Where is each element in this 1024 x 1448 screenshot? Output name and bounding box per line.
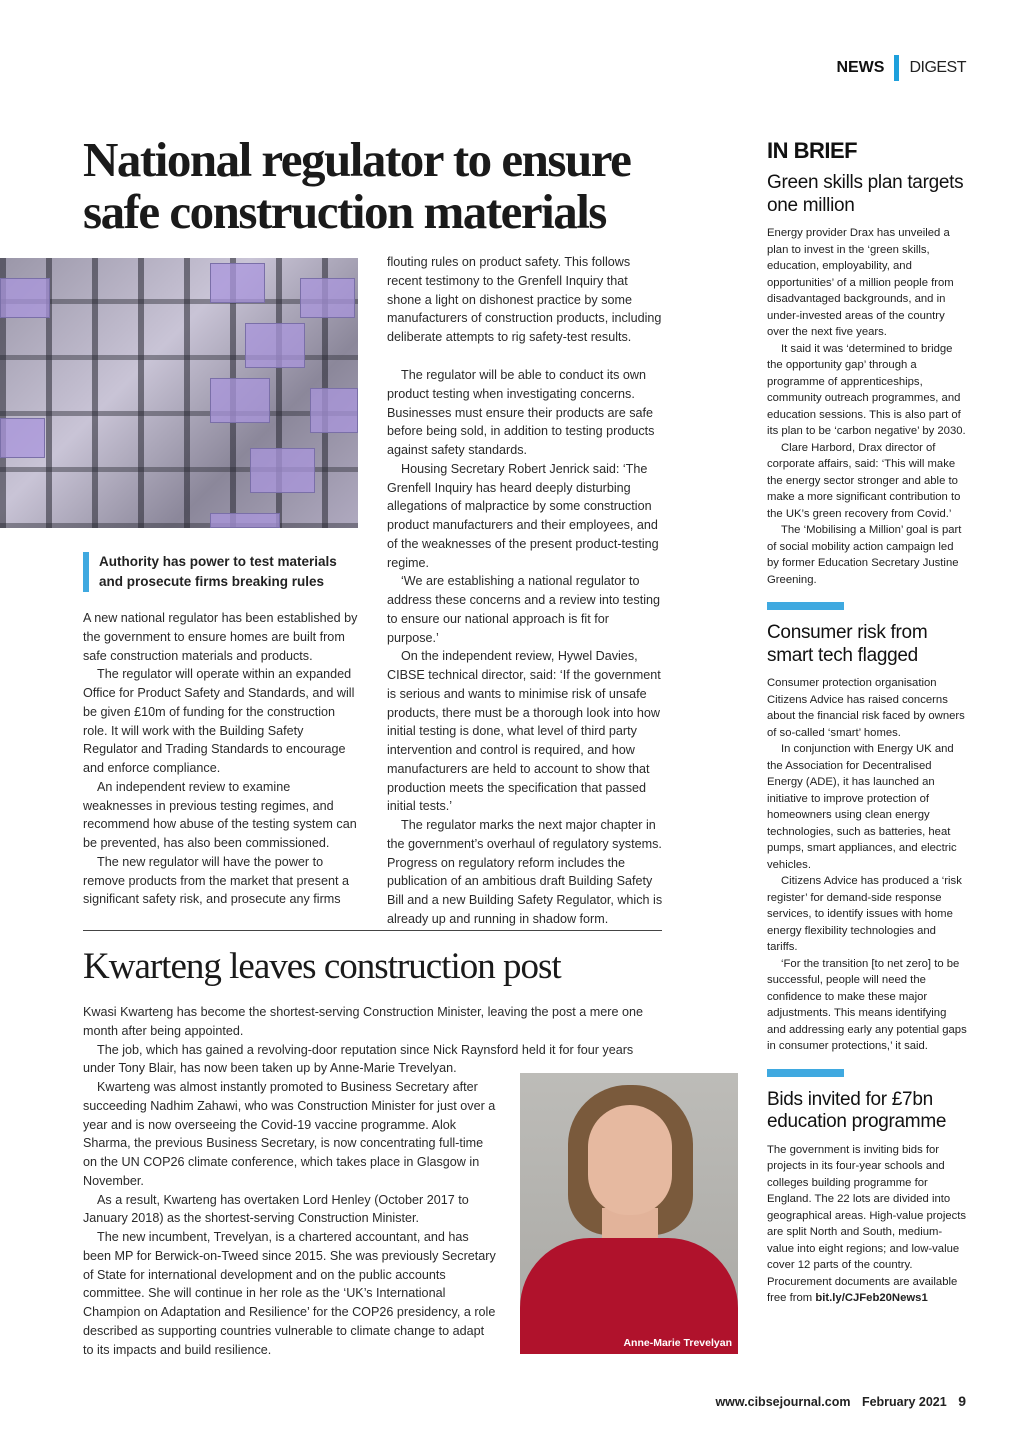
article-headline: Kwarteng leaves construction post — [83, 946, 561, 987]
paragraph: Kwarteng was almost instantly promoted to Business Secretary after succeeding Nadhim Zahawi, who was Construction Minister for just over a year and is now overseeing the Covid-19 vaccine programme. Alok Sharma, the previous Business Secretary, is now concentrating full-time on the UN COP26 climate conference, which takes place in Glasgow in November. — [83, 1080, 496, 1188]
paragraph: Citizens Advice has produced a ‘risk register’ for demand-side response services, to identify issues with home energy flexibility technologies and tariffs. — [767, 875, 962, 953]
paragraph: Energy provider Drax has unveiled a plan to invest in the ‘green skills, education, employability, and opportunities’ of a million people from disadvantaged backgrounds, and in under-invested areas of the country over the next five years. — [767, 227, 954, 338]
paragraph: The regulator will operate within an expanded Office for Product Safety and Standards, and will be given £10m of funding for the construction role. It will work with the Building Safety Regulator and Trading Standards to encourage and enforce compliance. — [83, 667, 355, 775]
brief-headline: Green skills plan targets one million — [767, 172, 964, 216]
paragraph: The government is inviting bids for projects in its four-year schools and colleges building programme for England. The 22 lots are divided into geographical areas. High-value projects are split North and South, medium-value into eight regions; and low-value cover 12 parts of the country. Procurement documents are available free from bit.ly/CJFeb20News1 — [767, 1143, 967, 1304]
subsection-label: DIGEST — [909, 59, 966, 76]
portrait-photo — [520, 1073, 738, 1354]
page-number: 9 — [958, 1393, 966, 1409]
brief-body — [767, 225, 967, 588]
website-url[interactable]: www.cibsejournal.com — [715, 1395, 851, 1409]
paragraph: The job, which has gained a revolving-door reputation since Nick Raynsford held it for four years under Tony Blair, has now been taken up by Anne-Marie Trevelyan. — [83, 1042, 634, 1076]
paragraph: A new national regulator has been established by the government to ensure homes are built from safe construction materials and products. — [83, 611, 358, 663]
brief-headline: Bids invited for £7bn education programme — [767, 1088, 947, 1132]
brief-headline: Consumer risk from smart tech flagged — [767, 622, 928, 666]
paragraph: As a result, Kwarteng has overtaken Lord Henley (October 2017 to January 2018) as the shortest-serving Construction Minister. — [83, 1192, 469, 1226]
photo-caption: Anne-Marie Trevelyan — [623, 1337, 732, 1349]
page-footer — [715, 1393, 966, 1409]
section-header — [836, 55, 966, 81]
paragraph: The new incumbent, Trevelyan, is a chartered accountant, and has been MP for Berwick-on-Tweed since 2015. She was previously Secretary of State for international development and on the public accounts committee. She will continue in her role as the ‘UK’s International Champion on Adaptation and Resilience’ for the COP26 presidency, a role described as supporting countries vulnerable to climate change to adapt to its impacts and build resilience. — [83, 1230, 496, 1357]
paragraph: Consumer protection organisation Citizens Advice has raised concerns about the financial risk faced by owners of so-called ‘smart’ homes. — [767, 677, 965, 739]
article-standfirst: Authority has power to test materials and prosecute firms breaking rules — [83, 552, 358, 592]
article-column-2 — [387, 253, 663, 929]
brief-body — [767, 1142, 967, 1307]
article-divider — [83, 930, 662, 931]
section-divider — [894, 55, 899, 81]
brief-separator — [767, 1069, 844, 1077]
paragraph: The new regulator will have the power to remove products from the market that present a significant safety risk, and prosecute any firms — [83, 854, 349, 907]
paragraph: The regulator will be able to conduct its own product testing when investigating concerns. Businesses must ensure their products are safe before being sold, in addition to testing products against safety standards. — [387, 368, 655, 457]
paragraph: The regulator marks the next major chapter in the government’s overhaul of regulatory systems. Progress on regulatory reform includes the publication of an ambitious draft Building Safety Bill and a new Building Safety Regulator, which is already up and running in shadow form. — [387, 818, 663, 926]
brief-body — [767, 675, 967, 1055]
procurement-link[interactable]: bit.ly/CJFeb20News1 — [815, 1292, 928, 1304]
in-brief-sidebar — [767, 138, 967, 1307]
article-headline: National regulator to ensure safe construction materials — [83, 132, 631, 239]
issue-date: February 2021 — [861, 1395, 947, 1409]
article-column-1 — [83, 609, 358, 909]
paragraph: Housing Secretary Robert Jenrick said: ‘The Grenfell Inquiry has heard deeply disturbing allegations of malpractice by some construction product manufacturers and their employees, and of the weaknesses of the present product-testing regime. — [387, 461, 659, 570]
paragraph: An independent review to examine weaknesses in previous testing regimes, and recommend how abuse of the testing system can be prevented, has also been commissioned. — [83, 779, 357, 850]
building-facade-photo — [0, 258, 358, 528]
sidebar-title: IN BRIEF — [767, 138, 858, 163]
paragraph: ‘We are establishing a national regulator to address these concerns and a review into testing to ensure our national approach is fit for purpose.’ — [387, 574, 661, 645]
paragraph: ‘For the transition [to net zero] to be successful, people will need the confidence to make these major adjustments. This means identifying and addressing early any potential gaps in consumer protections,’ it said. — [767, 957, 967, 1052]
paragraph: In conjunction with Energy UK and the Association for Decentralised Energy (ADE), it has launched an initiative to improve protection of homeowners using clean energy technologies, such as batteries, heat pumps, smart appliances, and electric vehicles. — [767, 743, 957, 871]
paragraph: The ‘Mobilising a Million’ goal is part of social mobility action campaign led by former Education Secretary Justine Greening. — [767, 524, 962, 586]
paragraph: Kwasi Kwarteng has become the shortest-serving Construction Minister, leaving the post a mere one month after being appointed. — [83, 1005, 644, 1038]
paragraph-continued: flouting rules on product safety. This follows recent testimony to the Grenfell Inquiry that shone a light on dishonest practice by some manufacturers of construction products, including deliberate attempts to rig safety-test results. — [387, 255, 662, 344]
paragraph: On the independent review, Hywel Davies, CIBSE technical director, said: ‘If the government is serious and wants to minimise risk of unsafe products, there must be a thorough look into how initial testing is done, what level of third party intervention and control is required, and how manufacturers are held to account to show that production meets the specification that passed initial tests.’ — [387, 649, 661, 814]
section-label: NEWS — [836, 59, 885, 76]
paragraph: It said it was ‘determined to bridge the opportunity gap’ through a programme of apprenticeships, community outreach programmes, and education sessions. This is also part of its plan to be ‘carbon negative’ by 2030. — [767, 342, 966, 437]
brief-separator — [767, 602, 844, 610]
paragraph: Clare Harbord, Drax director of corporate affairs, said: ‘This will make the energy sector stronger and able to make a more significant contribution to the UK’s green recovery from Covid.’ — [767, 441, 961, 520]
